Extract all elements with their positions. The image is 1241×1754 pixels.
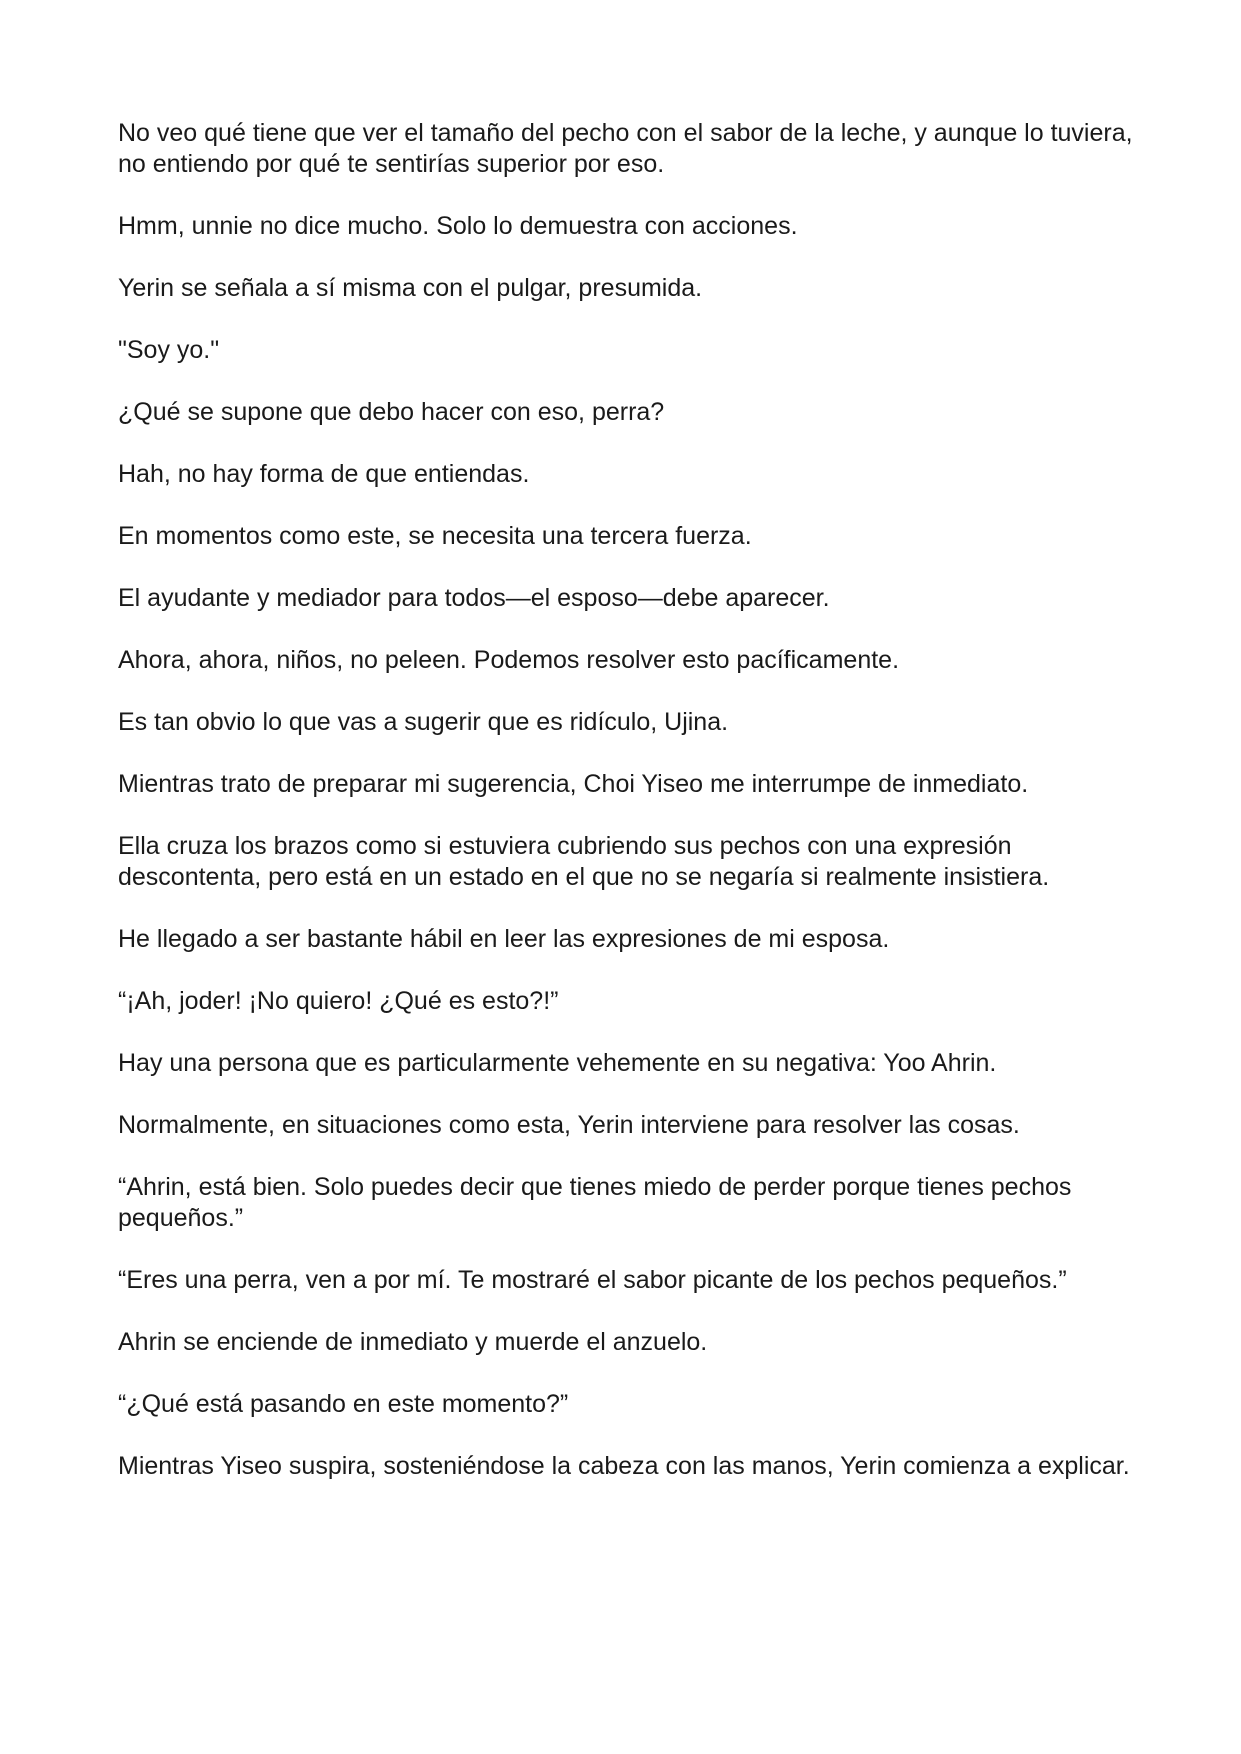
paragraph-20: “¿Qué está pasando en este momento?” [118,1390,569,1418]
paragraph-4: "Soy yo." [118,336,220,364]
paragraph-2: Hmm, unnie no dice mucho. Solo lo demuestra con acciones. [118,212,798,240]
paragraph-14: “¡Ah, joder! ¡No quiero! ¿Qué es esto?!” [118,987,559,1015]
paragraph-16: Normalmente, en situaciones como esta, Yerin interviene para resolver las cosas. [118,1111,1020,1139]
paragraph-5: ¿Qué se supone que debo hacer con eso, perra? [118,398,665,426]
paragraph-6: Hah, no hay forma de que entiendas. [118,460,530,488]
paragraph-8: El ayudante y mediador para todos—el esposo—debe aparecer. [118,584,830,612]
paragraph-17: “Ahrin, está bien. Solo puedes decir que tienes miedo de perder porque tienes pechos pequeños.” [118,1173,1072,1232]
paragraph-10: Es tan obvio lo que vas a sugerir que es ridículo, Ujina. [118,708,729,736]
paragraph-9: Ahora, ahora, niños, no peleen. Podemos resolver esto pacíficamente. [118,646,900,674]
paragraph-3: Yerin se señala a sí misma con el pulgar, presumida. [118,274,703,302]
paragraph-1: No veo qué tiene que ver el tamaño del pecho con el sabor de la leche, y aunque lo tuviera, no entiendo por qué te sentirías superior por eso. [118,119,1133,178]
paragraph-12: Ella cruza los brazos como si estuviera cubriendo sus pechos con una expresión descontenta, pero está en un estado en el que no se negaría si realmente insistiera. [118,832,1050,891]
paragraph-7: En momentos como este, se necesita una tercera fuerza. [118,522,752,550]
paragraph-19: Ahrin se enciende de inmediato y muerde el anzuelo. [118,1328,708,1356]
paragraph-13: He llegado a ser bastante hábil en leer las expresiones de mi esposa. [118,925,890,953]
paragraph-11: Mientras trato de preparar mi sugerencia, Choi Yiseo me interrumpe de inmediato. [118,770,1029,798]
paragraph-18: “Eres una perra, ven a por mí. Te mostraré el sabor picante de los pechos pequeños.” [118,1266,1067,1294]
paragraph-15: Hay una persona que es particularmente vehemente en su negativa: Yoo Ahrin. [118,1049,997,1077]
paragraph-21: Mientras Yiseo suspira, sosteniéndose la cabeza con las manos, Yerin comienza a explicar. [118,1452,1130,1480]
document-body [118,118,1138,1513]
